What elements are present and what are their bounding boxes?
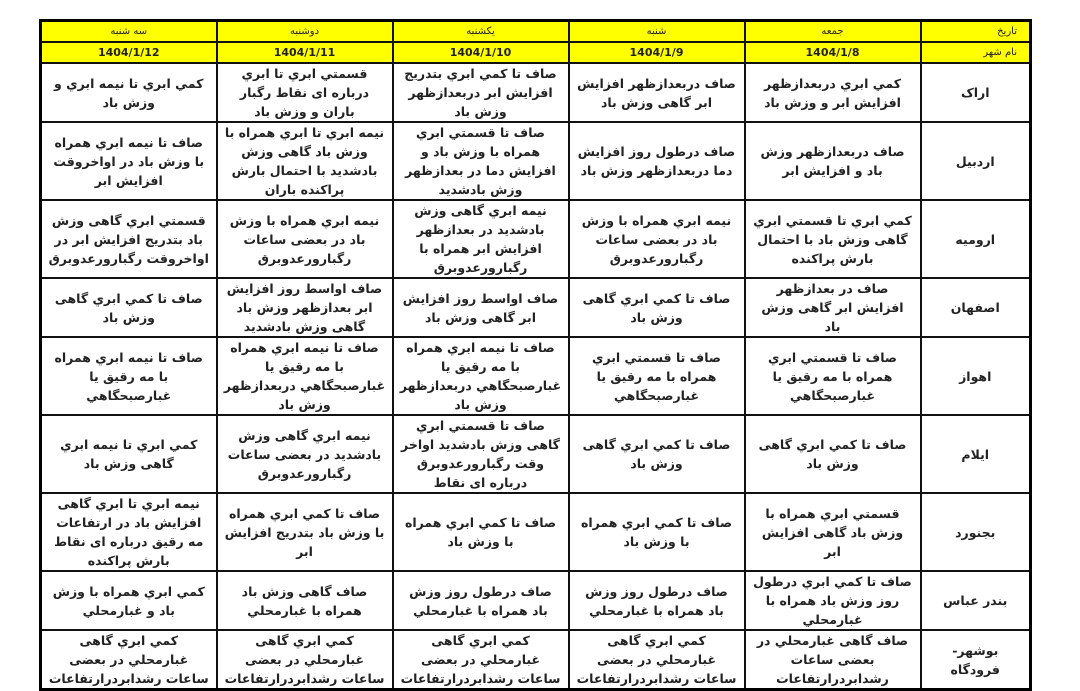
- forecast-cell: صاف درطول روز وزش باد همراه با غبارمحلي: [393, 571, 569, 630]
- city-name: ایلام: [921, 415, 1031, 493]
- forecast-cell: صاف تا كمي ابري گاهی وزش باد: [41, 278, 217, 337]
- day-name-header-row: [41, 21, 1031, 43]
- forecast-cell: كمي ابري دربعدازظهر افزايش ابر و وزش باد: [745, 63, 921, 122]
- forecast-cell: كمي ابري تا نيمه ابري و وزش باد: [41, 63, 217, 122]
- forecast-cell: صاف تا قسمتي ابري همراه با مه رقيق يا غبارصبحگاهي: [745, 337, 921, 415]
- forecast-cell: صاف تا كمي ابري گاهی وزش باد: [745, 415, 921, 493]
- day-name-header: دوشنبه: [217, 21, 393, 43]
- table-row: [41, 200, 1031, 278]
- forecast-cell: صاف تا كمي ابري همراه با وزش باد بتدريج افزايش ابر: [217, 493, 393, 571]
- forecast-cell: نيمه ابري تا ابري گاهی افزايش باد در ارتفاعات مه رقيق درباره ای نقاط بارش پراكنده: [41, 493, 217, 571]
- forecast-cell: صاف تا قسمتي ابري همراه با مه رقيق يا غبارصبحگاهي: [569, 337, 745, 415]
- table-row: [41, 630, 1031, 690]
- forecast-cell: صاف تا كمي ابري همراه با وزش باد: [569, 493, 745, 571]
- forecast-cell: نيمه ابري همراه با وزش باد در بعضی ساعات رگبارورعدوبرق: [569, 200, 745, 278]
- forecast-cell: نيمه ابري همراه با وزش باد در بعضی ساعات رگبارورعدوبرق: [217, 200, 393, 278]
- date-header: 1404/1/8: [745, 42, 921, 63]
- forecast-cell: صاف تا قسمتي ابري گاهی وزش بادشديد اواخر وقت رگبارورعدوبرق درباره ای نقاط: [393, 415, 569, 493]
- forecast-cell: قسمتي ابري گاهی وزش باد بتدريج افزايش ابر در اواخروقت رگبارورعدوبرق: [41, 200, 217, 278]
- forecast-cell: كمي ابري گاهی غبارمحلي در بعضی ساعات رشدابردرارتفاعات: [217, 630, 393, 690]
- forecast-cell: كمي ابري تا قسمتي ابري گاهی وزش باد با احتمال بارش پراكنده: [745, 200, 921, 278]
- forecast-cell: كمي ابري گاهی غبارمحلي در بعضی ساعات رشدابردرارتفاعات: [41, 630, 217, 690]
- forecast-cell: صاف تا نيمه ابري همراه با مه رقيق يا غبارصبحگاهي دربعدازظهر وزش باد: [217, 337, 393, 415]
- table-row: [41, 122, 1031, 200]
- forecast-cell: صاف تا كمي ابري گاهی وزش باد: [569, 415, 745, 493]
- forecast-cell: صاف درطول روز افزايش دما دربعدازظهر وزش باد: [569, 122, 745, 200]
- forecast-cell: كمي ابري همراه با وزش باد و غبارمحلي: [41, 571, 217, 630]
- forecast-cell: نيمه ابري گاهی وزش بادشديد در بعضی ساعات رگبارورعدوبرق: [217, 415, 393, 493]
- table-row: [41, 493, 1031, 571]
- date-label-header: تاریخ: [921, 21, 1031, 43]
- forecast-cell: صاف تا كمي ابري بتدريج افزايش ابر دربعدازظهر وزش باد: [393, 63, 569, 122]
- table-row: [41, 337, 1031, 415]
- forecast-cell: نيمه ابري تا ابري همراه با وزش باد گاهی وزش بادشديد با احتمال بارش پراكنده باران: [217, 122, 393, 200]
- day-name-header: سه شنبه: [41, 21, 217, 43]
- forecast-cell: صاف اواسط روز افزايش ابر گاهی وزش باد: [393, 278, 569, 337]
- forecast-cell: صاف اواسط روز افزايش ابر بعدازظهر وزش باد گاهی وزش بادشديد: [217, 278, 393, 337]
- date-header: 1404/1/11: [217, 42, 393, 63]
- forecast-cell: صاف دربعدازظهر وزش باد و افزایش ابر: [745, 122, 921, 200]
- forecast-cell: صاف تا كمي ابري درطول روز وزش باد همراه با غبارمحلي: [745, 571, 921, 630]
- forecast-cell: قسمتي ابري تا ابري درباره ای نقاط رگبار باران و وزش باد: [217, 63, 393, 122]
- day-name-header: جمعه: [745, 21, 921, 43]
- city-name: بجنورد: [921, 493, 1031, 571]
- city-name: اردبیل: [921, 122, 1031, 200]
- date-header: 1404/1/12: [41, 42, 217, 63]
- forecast-cell: صاف تا قسمتي ابري همراه با وزش باد و افزايش دما در بعدازظهر وزش بادشديد: [393, 122, 569, 200]
- forecast-cell: صاف تا نيمه ابري همراه با مه رقيق يا غبارصبحگاهي: [41, 337, 217, 415]
- forecast-cell: كمي ابري گاهی غبارمحلي در بعضی ساعات رشدابردرارتفاعات: [569, 630, 745, 690]
- city-name: اراک: [921, 63, 1031, 122]
- forecast-cell: صاف تا كمي ابري همراه با وزش باد: [393, 493, 569, 571]
- forecast-cell: كمي ابري گاهی غبارمحلي در بعضی ساعات رشدابردرارتفاعات: [393, 630, 569, 690]
- forecast-cell: كمي ابري تا نيمه ابري گاهی وزش باد: [41, 415, 217, 493]
- date-header: 1404/1/10: [393, 42, 569, 63]
- city-name: بوشهر- فرودگاه: [921, 630, 1031, 690]
- weather-forecast-table: [39, 19, 1032, 691]
- table-row: [41, 278, 1031, 337]
- forecast-cell: نيمه ابري گاهی وزش بادشديد در بعدازظهر افزايش ابر همراه با رگبارورعدوبرق: [393, 200, 569, 278]
- city-name: اهواز: [921, 337, 1031, 415]
- table-row: [41, 415, 1031, 493]
- table-row: [41, 571, 1031, 630]
- date-header-row: [41, 42, 1031, 63]
- city-name: اصفهان: [921, 278, 1031, 337]
- forecast-cell: صاف گاهی غبارمحلي در بعضی ساعات رشدابردرارتفاعات: [745, 630, 921, 690]
- city-name: بندر عباس: [921, 571, 1031, 630]
- date-header: 1404/1/9: [569, 42, 745, 63]
- forecast-cell: صاف در بعدازظهر افزايش ابر گاهی وزش باد: [745, 278, 921, 337]
- forecast-cell: قسمتي ابري همراه با وزش باد گاهی افزايش ابر: [745, 493, 921, 571]
- day-name-header: شنبه: [569, 21, 745, 43]
- forecast-cell: صاف تا نيمه ابري همراه با مه رقيق يا غبارصبحگاهي دربعدازظهر وزش باد: [393, 337, 569, 415]
- forecast-table-container: [39, 19, 1032, 691]
- forecast-cell: صاف تا نيمه ابري همراه با وزش باد در اواخروقت افزایش ابر: [41, 122, 217, 200]
- day-name-header: یکشنبه: [393, 21, 569, 43]
- forecast-cell: صاف دربعدازظهر افزايش ابر گاهی وزش باد: [569, 63, 745, 122]
- table-row: [41, 63, 1031, 122]
- forecast-cell: صاف تا كمي ابري گاهی وزش باد: [569, 278, 745, 337]
- forecast-cell: صاف گاهی وزش باد همراه با غبارمحلي: [217, 571, 393, 630]
- city-name: ارومیه: [921, 200, 1031, 278]
- forecast-cell: صاف درطول روز وزش باد همراه با غبارمحلي: [569, 571, 745, 630]
- city-name-label-header: نام شهر: [921, 42, 1031, 63]
